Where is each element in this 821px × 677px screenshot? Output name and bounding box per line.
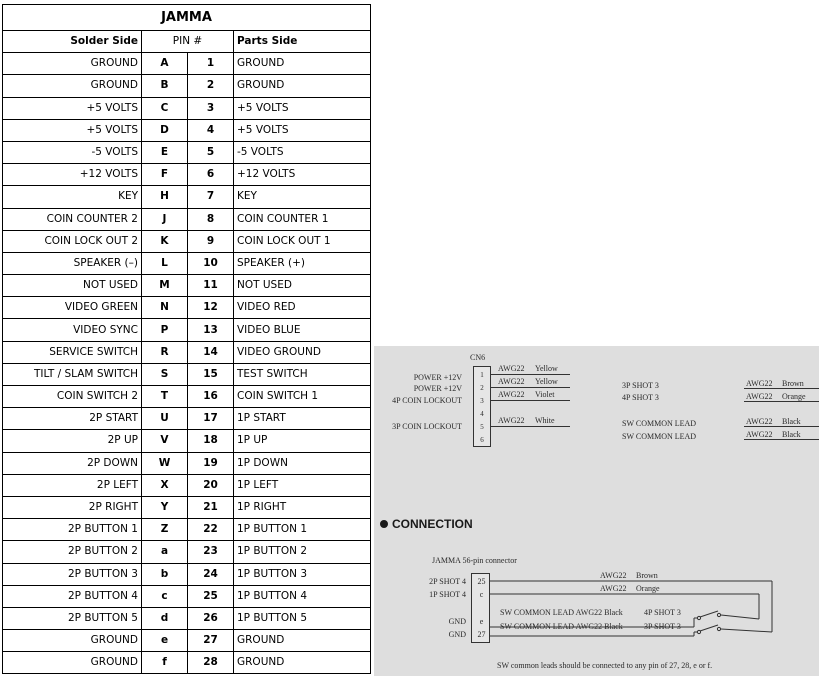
solder-side-cell: +5 VOLTS xyxy=(3,97,142,119)
cn6-left-label: POWER +12V xyxy=(413,373,462,382)
table-title: JAMMA xyxy=(3,5,371,31)
cn6-wire-color: Violet xyxy=(535,390,555,399)
pin-letter-cell: V xyxy=(142,430,188,452)
cn6-wire-gauge: AWG22 xyxy=(498,390,525,399)
parts-side-cell: GROUND xyxy=(234,53,371,75)
cn6-pin-2: 2 xyxy=(480,384,484,392)
pin-number-cell: 9 xyxy=(188,230,234,252)
table-row xyxy=(3,363,371,385)
table-row xyxy=(3,585,371,607)
pin-number-cell: 23 xyxy=(188,541,234,563)
table-row xyxy=(3,164,371,186)
connection-label: GND xyxy=(448,630,466,639)
table-row xyxy=(3,252,371,274)
solder-side-cell: GROUND xyxy=(3,652,142,674)
pin-number-cell: 5 xyxy=(188,141,234,163)
solder-side-cell: 2P LEFT xyxy=(3,474,142,496)
shot-label: 3P SHOT 3 xyxy=(622,381,659,390)
shot-color: Orange xyxy=(782,392,806,401)
connector-pin: 25 xyxy=(477,577,486,586)
pin-number-cell: 16 xyxy=(188,386,234,408)
pin-letter-cell: R xyxy=(142,341,188,363)
pin-letter-cell: f xyxy=(142,652,188,674)
shot-color: Brown xyxy=(782,379,804,388)
pin-number-cell: 14 xyxy=(188,341,234,363)
pin-letter-cell: F xyxy=(142,164,188,186)
shot-wire-line xyxy=(744,388,819,389)
connection-heading xyxy=(380,517,473,531)
table-row xyxy=(3,452,371,474)
pin-letter-cell: H xyxy=(142,186,188,208)
parts-side-cell: -5 VOLTS xyxy=(234,141,371,163)
cn6-wire-gauge: AWG22 xyxy=(498,364,525,373)
solder-side-cell: VIDEO GREEN xyxy=(3,297,142,319)
pin-number-cell: 6 xyxy=(188,164,234,186)
common-lead-color: Black xyxy=(782,430,801,439)
table-row xyxy=(3,607,371,629)
jamma-pinout-table xyxy=(2,4,371,674)
shot-switch-label: 4P SHOT 3 xyxy=(644,608,681,617)
table-row xyxy=(3,519,371,541)
table-row xyxy=(3,541,371,563)
pin-letter-cell: T xyxy=(142,386,188,408)
pin-number-cell: 8 xyxy=(188,208,234,230)
parts-side-cell: 1P BUTTON 4 xyxy=(234,585,371,607)
pin-letter-cell: D xyxy=(142,119,188,141)
pin-letter-cell: E xyxy=(142,141,188,163)
shot-gauge: AWG22 xyxy=(746,379,773,388)
parts-side-cell: 1P UP xyxy=(234,430,371,452)
parts-side-cell: +5 VOLTS xyxy=(234,97,371,119)
connection-heading-text: CONNECTION xyxy=(392,517,473,531)
solder-side-cell: SERVICE SWITCH xyxy=(3,341,142,363)
table-row xyxy=(3,275,371,297)
table-row xyxy=(3,75,371,97)
bullet-icon xyxy=(380,520,388,528)
solder-side-cell: 2P START xyxy=(3,408,142,430)
connection-gauge: AWG22 xyxy=(600,571,627,580)
pin-letter-cell: M xyxy=(142,275,188,297)
cn6-pin-6: 6 xyxy=(480,436,484,444)
table-row xyxy=(3,496,371,518)
pin-letter-cell: B xyxy=(142,75,188,97)
parts-side-cell: COIN SWITCH 1 xyxy=(234,386,371,408)
parts-side-cell: GROUND xyxy=(234,652,371,674)
parts-side-cell: GROUND xyxy=(234,75,371,97)
cn6-wire-line xyxy=(490,387,570,388)
solder-side-cell: KEY xyxy=(3,186,142,208)
solder-side-cell: GROUND xyxy=(3,53,142,75)
parts-side-cell: 1P BUTTON 3 xyxy=(234,563,371,585)
pin-number-cell: 1 xyxy=(188,53,234,75)
pin-number-cell: 10 xyxy=(188,252,234,274)
pin-letter-cell: b xyxy=(142,563,188,585)
pin-number-cell: 2 xyxy=(188,75,234,97)
solder-side-cell: 2P UP xyxy=(3,430,142,452)
pin-letter-cell: Y xyxy=(142,496,188,518)
header-solder-side: Solder Side xyxy=(3,31,142,53)
shot-switch-label: 3P SHOT 3 xyxy=(644,622,681,631)
cn6-pin-1: 1 xyxy=(480,371,484,379)
table-row xyxy=(3,208,371,230)
solder-side-cell: NOT USED xyxy=(3,275,142,297)
pin-number-cell: 24 xyxy=(188,563,234,585)
table-row xyxy=(3,474,371,496)
solder-side-cell: 2P BUTTON 4 xyxy=(3,585,142,607)
parts-side-cell: 1P BUTTON 1 xyxy=(234,519,371,541)
solder-side-cell: -5 VOLTS xyxy=(3,141,142,163)
parts-side-cell: 1P START xyxy=(234,408,371,430)
cn6-connector xyxy=(473,366,491,447)
pin-number-cell: 20 xyxy=(188,474,234,496)
table-body xyxy=(3,53,371,674)
connector-pin: c xyxy=(479,590,484,599)
common-lead-wire-line xyxy=(744,439,819,440)
connection-label: 1P SHOT 4 xyxy=(429,590,466,599)
cn6-wire-line xyxy=(490,400,570,401)
solder-side-cell: +12 VOLTS xyxy=(3,164,142,186)
connector-pin: e xyxy=(479,617,484,626)
connection-subtitle: JAMMA 56-pin connector xyxy=(432,556,517,565)
solder-side-cell: 2P BUTTON 3 xyxy=(3,563,142,585)
table-row xyxy=(3,408,371,430)
parts-side-cell: SPEAKER (+) xyxy=(234,252,371,274)
parts-side-cell: COIN COUNTER 1 xyxy=(234,208,371,230)
cn6-wire-line xyxy=(490,374,570,375)
connector-pin: 27 xyxy=(477,630,486,639)
table-row xyxy=(3,563,371,585)
parts-side-cell: TEST SWITCH xyxy=(234,363,371,385)
solder-side-cell: +5 VOLTS xyxy=(3,119,142,141)
table-row xyxy=(3,119,371,141)
pin-letter-cell: e xyxy=(142,630,188,652)
pin-number-cell: 18 xyxy=(188,430,234,452)
cn6-wire-line xyxy=(490,426,570,427)
shot-label: 4P SHOT 3 xyxy=(622,393,659,402)
common-lead-wire-label: SW COMMON LEAD AWG22 Black xyxy=(500,608,623,617)
table-row xyxy=(3,386,371,408)
pin-number-cell: 21 xyxy=(188,496,234,518)
pin-letter-cell: U xyxy=(142,408,188,430)
common-lead-color: Black xyxy=(782,417,801,426)
table-row xyxy=(3,230,371,252)
parts-side-cell: 1P RIGHT xyxy=(234,496,371,518)
table-row xyxy=(3,652,371,674)
common-lead-gauge: AWG22 xyxy=(746,417,773,426)
parts-side-cell: KEY xyxy=(234,186,371,208)
pin-number-cell: 22 xyxy=(188,519,234,541)
pin-letter-cell: N xyxy=(142,297,188,319)
table-row xyxy=(3,53,371,75)
parts-side-cell: VIDEO GROUND xyxy=(234,341,371,363)
pin-letter-cell: Z xyxy=(142,519,188,541)
cn6-wire-color: White xyxy=(535,416,555,425)
common-lead-label: SW COMMON LEAD xyxy=(622,419,697,428)
table-row xyxy=(3,297,371,319)
pin-number-cell: 13 xyxy=(188,319,234,341)
cn6-wire-gauge: AWG22 xyxy=(498,377,525,386)
pin-number-cell: 7 xyxy=(188,186,234,208)
solder-side-cell: 2P BUTTON 5 xyxy=(3,607,142,629)
solder-side-cell: COIN COUNTER 2 xyxy=(3,208,142,230)
parts-side-cell: 1P BUTTON 2 xyxy=(234,541,371,563)
pin-letter-cell: L xyxy=(142,252,188,274)
table-header-row xyxy=(3,31,371,53)
parts-side-cell: 1P LEFT xyxy=(234,474,371,496)
solder-side-cell: VIDEO SYNC xyxy=(3,319,142,341)
parts-side-cell: VIDEO BLUE xyxy=(234,319,371,341)
cn6-pin-4: 4 xyxy=(480,410,484,418)
cn6-left-label: 3P COIN LOCKOUT xyxy=(392,422,462,431)
parts-side-cell: GROUND xyxy=(234,630,371,652)
pin-letter-cell: d xyxy=(142,607,188,629)
table-row xyxy=(3,141,371,163)
cn6-wire-gauge: AWG22 xyxy=(498,416,525,425)
table-title-row xyxy=(3,5,371,31)
solder-side-cell: COIN SWITCH 2 xyxy=(3,386,142,408)
parts-side-cell: NOT USED xyxy=(234,275,371,297)
header-parts-side: Parts Side xyxy=(234,31,371,53)
pin-number-cell: 25 xyxy=(188,585,234,607)
pin-number-cell: 26 xyxy=(188,607,234,629)
common-lead-wire-line xyxy=(744,426,819,427)
pin-letter-cell: J xyxy=(142,208,188,230)
solder-side-cell: 2P RIGHT xyxy=(3,496,142,518)
parts-side-cell: 1P BUTTON 5 xyxy=(234,607,371,629)
pin-letter-cell: X xyxy=(142,474,188,496)
pin-number-cell: 15 xyxy=(188,363,234,385)
table-row xyxy=(3,319,371,341)
solder-side-cell: SPEAKER (–) xyxy=(3,252,142,274)
cn6-left-label: 4P COIN LOCKOUT xyxy=(392,396,462,405)
common-lead-gauge: AWG22 xyxy=(746,430,773,439)
table-row xyxy=(3,630,371,652)
connection-label: GND xyxy=(448,617,466,626)
parts-side-cell: COIN LOCK OUT 1 xyxy=(234,230,371,252)
connection-note: SW common leads should be connected to any pin of 27, 28, e or f. xyxy=(497,661,713,670)
solder-side-cell: 2P DOWN xyxy=(3,452,142,474)
pin-number-cell: 28 xyxy=(188,652,234,674)
parts-side-cell: +5 VOLTS xyxy=(234,119,371,141)
solder-side-cell: TILT / SLAM SWITCH xyxy=(3,363,142,385)
cn6-left-label: POWER +12V xyxy=(413,384,462,393)
header-pin-number: PIN # xyxy=(142,31,234,53)
shot-wire-line xyxy=(744,401,819,402)
pin-number-cell: 27 xyxy=(188,630,234,652)
pin-letter-cell: W xyxy=(142,452,188,474)
table-row xyxy=(3,97,371,119)
cn6-label: CN6 xyxy=(470,353,486,362)
connection-label: 2P SHOT 4 xyxy=(429,577,466,586)
solder-side-cell: GROUND xyxy=(3,75,142,97)
pin-letter-cell: C xyxy=(142,97,188,119)
parts-side-cell: +12 VOLTS xyxy=(234,164,371,186)
pin-number-cell: 17 xyxy=(188,408,234,430)
pin-letter-cell: A xyxy=(142,53,188,75)
solder-side-cell: GROUND xyxy=(3,630,142,652)
pin-number-cell: 3 xyxy=(188,97,234,119)
parts-side-cell: VIDEO RED xyxy=(234,297,371,319)
pin-letter-cell: P xyxy=(142,319,188,341)
solder-side-cell: 2P BUTTON 1 xyxy=(3,519,142,541)
pin-letter-cell: S xyxy=(142,363,188,385)
connection-color: Brown xyxy=(636,571,658,580)
table-row xyxy=(3,186,371,208)
shot-gauge: AWG22 xyxy=(746,392,773,401)
pin-number-cell: 4 xyxy=(188,119,234,141)
cn6-pin-5: 5 xyxy=(480,423,484,431)
cn6-pin-3: 3 xyxy=(480,397,484,405)
common-lead-label: SW COMMON LEAD xyxy=(622,432,697,441)
pin-letter-cell: a xyxy=(142,541,188,563)
table-row xyxy=(3,341,371,363)
solder-side-cell: 2P BUTTON 2 xyxy=(3,541,142,563)
pin-number-cell: 12 xyxy=(188,297,234,319)
pin-letter-cell: c xyxy=(142,585,188,607)
pin-number-cell: 11 xyxy=(188,275,234,297)
parts-side-cell: 1P DOWN xyxy=(234,452,371,474)
cn6-wire-color: Yellow xyxy=(535,364,558,373)
table-row xyxy=(3,430,371,452)
connection-gauge: AWG22 xyxy=(600,584,627,593)
scanned-wiring-document xyxy=(374,346,819,676)
common-lead-wire-label: SW COMMON LEAD AWG22 Black xyxy=(500,622,623,631)
solder-side-cell: COIN LOCK OUT 2 xyxy=(3,230,142,252)
cn6-wire-color: Yellow xyxy=(535,377,558,386)
pin-number-cell: 19 xyxy=(188,452,234,474)
connection-color: Orange xyxy=(636,584,660,593)
pin-letter-cell: K xyxy=(142,230,188,252)
